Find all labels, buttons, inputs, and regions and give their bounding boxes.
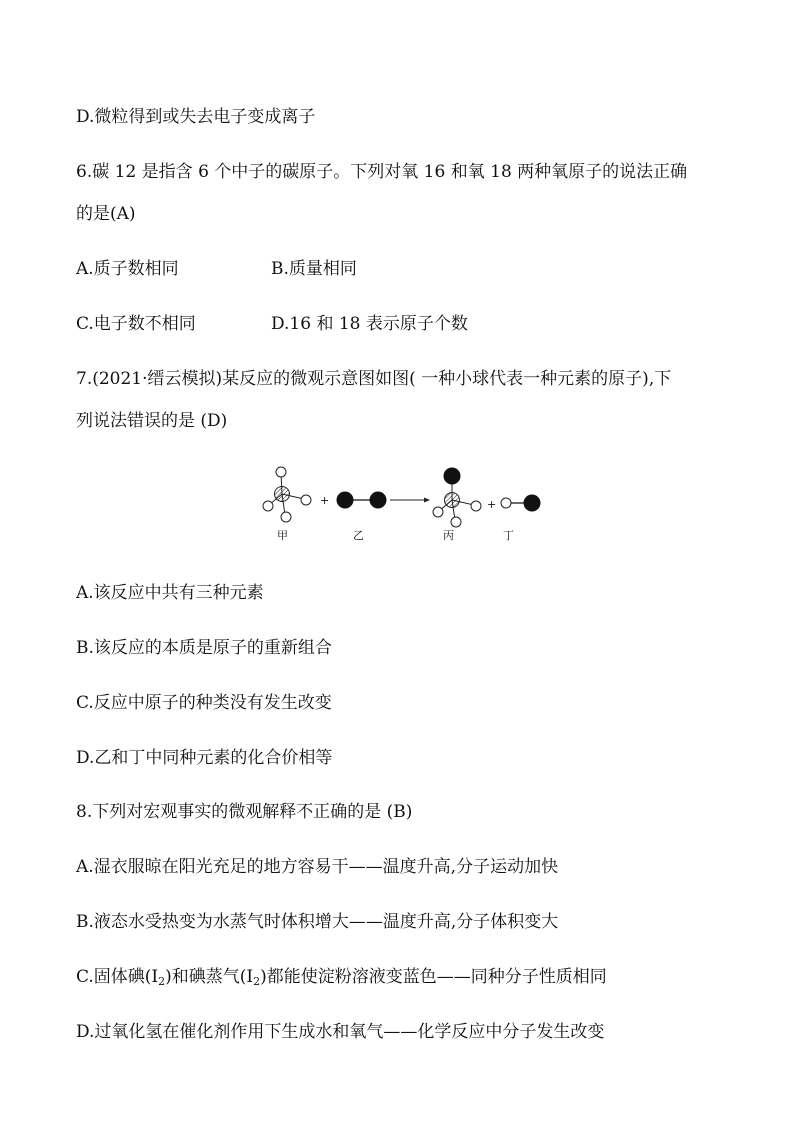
molecule-ding — [501, 495, 541, 512]
q6-option-b: B.质量相同 — [271, 259, 357, 279]
plus-sign-2: + — [487, 498, 497, 511]
iodine-subscript-1: 2 — [158, 975, 166, 988]
molecule-bing — [433, 468, 481, 528]
label-ding: 丁 — [503, 529, 514, 542]
reaction-diagram — [252, 462, 552, 547]
q8-option-b: B.液态水受热变为水蒸气时体积增大——温度升高,分子体积变大 — [76, 912, 559, 932]
q6-stem-line2: 的是(A) — [76, 204, 136, 224]
plus-sign-1: + — [320, 494, 330, 507]
q8-option-c-mid: )和碘蒸气(I — [165, 967, 254, 987]
q7-option-d: D.乙和丁中同种元素的化合价相等 — [76, 748, 333, 768]
q6-option-c: C.电子数不相同 — [76, 314, 196, 334]
reaction-arrow — [390, 498, 430, 503]
q7-stem-line1: 7.(2021·缙云模拟)某反应的微观示意图如图( 一种小球代表一种元素的原子),下 — [76, 369, 672, 389]
q6-option-a: A.质子数相同 — [76, 259, 179, 279]
label-bing: 丙 — [443, 529, 454, 542]
q7-option-a: A.该反应中共有三种元素 — [76, 583, 264, 603]
q8-stem: 8.下列对宏观事实的微观解释不正确的是 (B) — [76, 802, 413, 822]
iodine-subscript-2: 2 — [253, 975, 261, 988]
q7-option-c: C.反应中原子的种类没有发生改变 — [76, 693, 332, 713]
q8-option-a: A.湿衣服晾在阳光充足的地方容易干——温度升高,分子运动加快 — [76, 857, 559, 877]
q8-option-c — [76, 965, 607, 989]
q8-option-d: D.过氧化氢在催化剂作用下生成水和氧气——化学反应中分子发生改变 — [76, 1022, 605, 1042]
q6-stem-line1: 6.碳 12 是指含 6 个中子的碳原子。下列对氧 16 和氧 18 两种氧原子的说法正确 — [76, 162, 688, 182]
q7-stem-line2: 列说法错误的是 (D) — [76, 411, 228, 431]
q8-option-c-suffix: )都能使淀粉溶液变蓝色——同种分子性质相同 — [260, 967, 607, 987]
q5-option-d: D.微粒得到或失去电子变成离子 — [76, 107, 316, 127]
molecule-yi — [337, 492, 387, 509]
q6-option-d: D.16 和 18 表示原子个数 — [271, 314, 468, 334]
molecule-jia — [263, 467, 311, 522]
label-yi: 乙 — [353, 529, 364, 542]
label-jia: 甲 — [277, 529, 288, 542]
q7-option-b: B.该反应的本质是原子的重新组合 — [76, 638, 332, 658]
q8-option-c-prefix: C.固体碘(I — [76, 967, 159, 987]
